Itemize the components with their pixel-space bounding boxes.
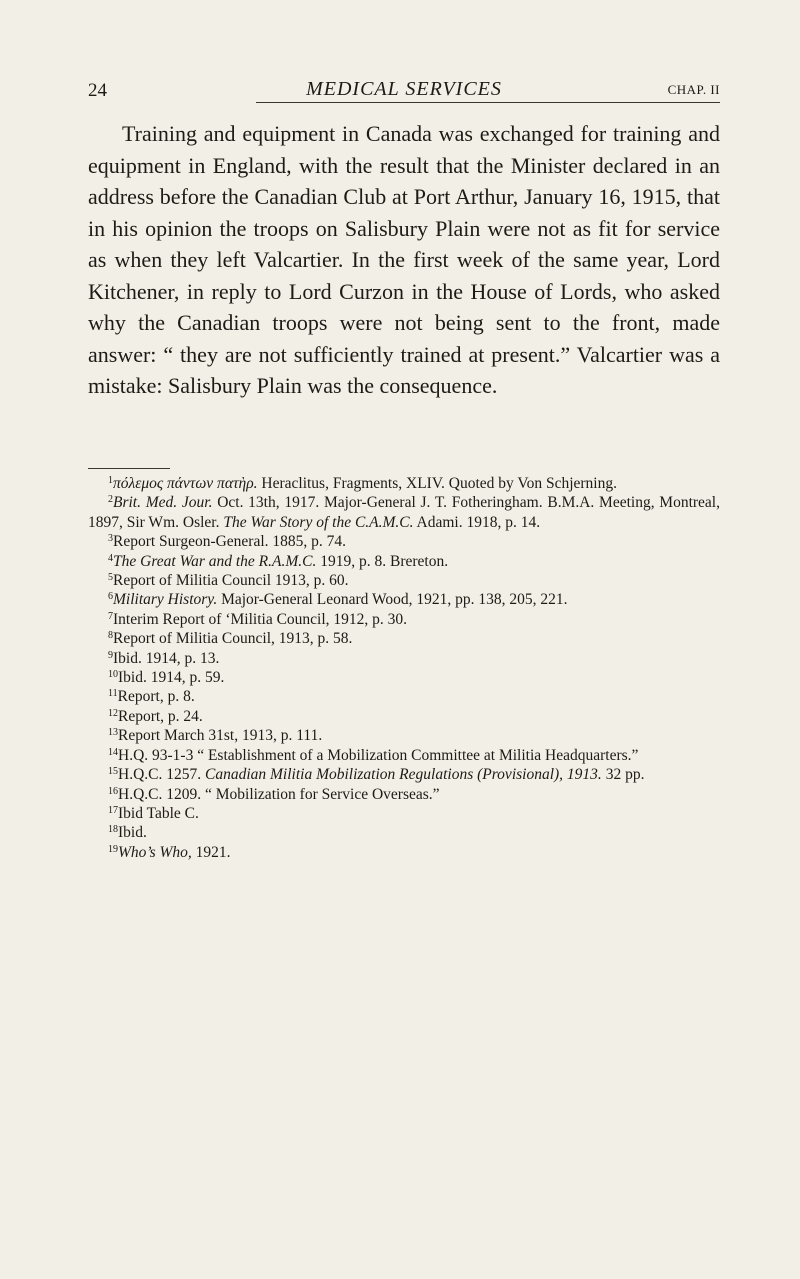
footnote-italic-title: Canadian Militia Mobilization Regulations (Provisional), 1913. xyxy=(204,766,602,784)
page-header xyxy=(88,74,720,106)
footnote-item xyxy=(88,590,720,609)
footnote-number: 8 xyxy=(108,630,113,642)
footnote-item xyxy=(88,707,720,726)
footnote-text: Ibid Table C. xyxy=(118,804,199,822)
footnote-item xyxy=(88,532,720,551)
footnote-number: 1 xyxy=(108,475,113,486)
footnote-item xyxy=(88,474,720,493)
footnote-text: Report of Militia Council, 1913, p. 58. xyxy=(113,630,353,648)
header-rule xyxy=(256,102,720,103)
footnote-item xyxy=(88,493,720,532)
footnote-item xyxy=(88,726,720,745)
footnote-italic-title: Brit. Med. Jour. xyxy=(113,494,213,512)
footnote-item xyxy=(88,823,720,842)
footnote-italic-title: The Great War and the R.A.M.C. xyxy=(113,552,317,570)
footnote-item xyxy=(88,843,720,862)
footnote-item xyxy=(88,610,720,629)
footnote-text: Ibid. 1914, p. 59. xyxy=(118,669,225,687)
footnote-text: Report March 31st, 1913, p. 111. xyxy=(118,727,323,745)
footnote-italic-title: Who’s Who, xyxy=(118,843,192,861)
footnote-item xyxy=(88,765,720,784)
footnote-number: 5 xyxy=(108,572,113,584)
footnote-item xyxy=(88,552,720,571)
footnote-text: H.Q.C. 1257. xyxy=(118,766,205,784)
footnote-number: 16 xyxy=(108,785,118,797)
footnote-text: Report of Militia Council 1913, p. 60. xyxy=(113,572,349,590)
footnote-item xyxy=(88,649,720,668)
footnote-text: Adami. 1918, p. 14. xyxy=(413,513,541,531)
footnote-number: 13 xyxy=(108,727,118,739)
footnote-number: 9 xyxy=(108,649,113,661)
page-number: 24 xyxy=(88,80,107,101)
footnote-item xyxy=(88,629,720,648)
footnote-number: 18 xyxy=(108,824,118,836)
footnote-text: Report Surgeon-General. 1885, p. 74. xyxy=(113,533,347,551)
footnote-text: Report, p. 8. xyxy=(117,688,195,706)
footnote-number: 14 xyxy=(108,746,118,758)
body-paragraph: Training and equipment in Canada was exchanged for training and equipment in England, with the result that the Minister declared in an address before the Canadian Club at Port Arthur, January 16, 1915, that in his opinion the troops on Salisbury Plain were not as fit for service as when they left Valcartier. In the first week of the same year, Lord Kitchener, in reply to Lord Curzon in the House of Lords, who asked why the Canadian troops were not being sent to the front, made answer: “ they are not sufficiently trained at present.” Valcartier was a mistake: Salisbury Plain was the consequence. xyxy=(88,121,720,398)
chapter-label: CHAP. II xyxy=(667,82,720,97)
footnote-text: Major-General Leonard Wood, 1921, pp. 138, 205, 221. xyxy=(217,591,568,609)
footnote-text: Interim Report of ‘Militia Council, 1912, p. 30. xyxy=(113,610,408,628)
footnote-number: 7 xyxy=(108,610,113,622)
footnote-number: 3 xyxy=(108,533,113,545)
footnote-number: 4 xyxy=(108,552,113,564)
footnote-text: H.Q. 93-1-3 “ Establishment of a Mobilization Committee at Militia Headquarters.” xyxy=(118,746,639,764)
footnote-text: Ibid. xyxy=(118,824,147,842)
footnote-item xyxy=(88,785,720,804)
footnote-italic-title: πόλεμος πάντων πατὴρ. xyxy=(113,475,258,492)
footnote-list xyxy=(88,474,720,862)
footnote-number: 15 xyxy=(108,766,118,778)
footnote-text: Report, p. 24. xyxy=(118,707,203,725)
footnote-text: Ibid. 1914, p. 13. xyxy=(113,649,220,667)
footnote-text: Oct. 13th, 1917. Major-General J. T. Fotheringham. B.M.A. Meeting, Montreal, 1897, Sir Wm. Osler. xyxy=(88,494,720,531)
footnote-number: 11 xyxy=(108,688,118,700)
footnote-number: 2 xyxy=(108,494,113,506)
footnote-item xyxy=(88,571,720,590)
footnote-number: 6 xyxy=(108,591,113,603)
footnote-text: 1919, p. 8. Brereton. xyxy=(316,552,449,570)
footnote-number: 10 xyxy=(108,669,118,681)
footnote-text: Heraclitus, Fragments, XLIV. Quoted by Von Schjerning. xyxy=(257,475,617,492)
footnote-number: 12 xyxy=(108,707,118,719)
footnote-text: 32 pp. xyxy=(601,766,645,784)
footnote-italic-title: Military History. xyxy=(113,591,218,609)
running-title: MEDICAL SERVICES xyxy=(306,78,502,100)
footnote-number: 17 xyxy=(108,804,118,816)
footnote-text: H.Q.C. 1209. “ Mobilization for Service Overseas.” xyxy=(118,785,440,803)
footnote-number: 19 xyxy=(108,843,118,855)
footnote-item xyxy=(88,746,720,765)
footnote-separator xyxy=(88,468,170,469)
footnote-item xyxy=(88,668,720,687)
footnote-item xyxy=(88,804,720,823)
footnote-italic-title: The War Story of the C.A.M.C. xyxy=(223,513,414,531)
footnote-text: 1921. xyxy=(191,843,231,861)
footnote-item xyxy=(88,687,720,706)
